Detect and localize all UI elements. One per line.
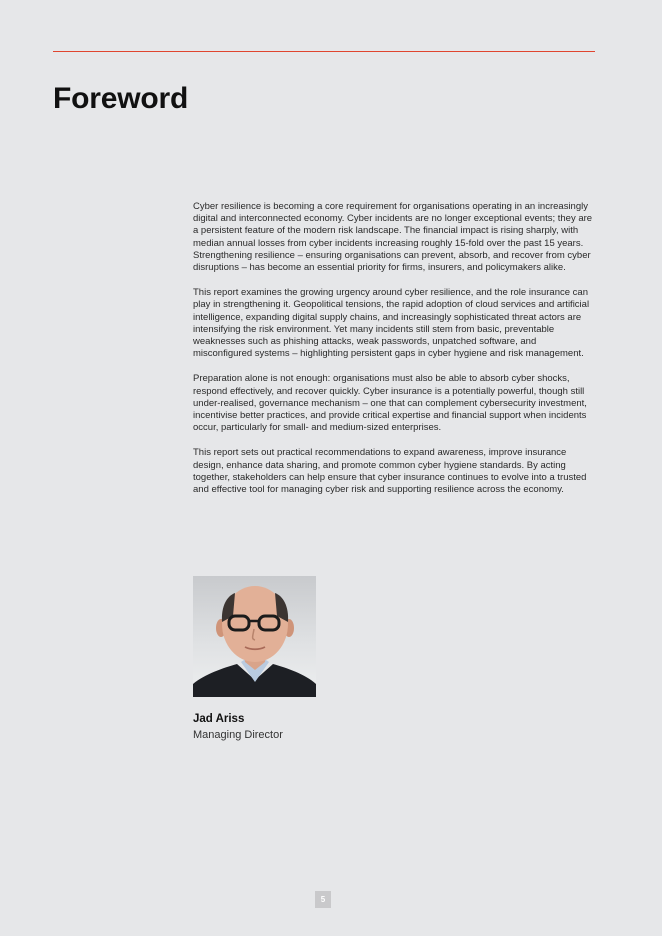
foreword-body <box>193 201 595 509</box>
signer-portrait <box>193 576 316 697</box>
signer-name: Jad Ariss <box>193 713 245 725</box>
body-paragraph: This report sets out practical recommendations to expand awareness, improve insurance design, enhance data sharing, and promote common cyber hygiene standards. By acting together, stakeholders can help ensure that cyber insurance continues to evolve into a trusted and effective tool for managing cyber risk and supporting resilience across the economy. <box>193 447 587 496</box>
page-number: 5 <box>315 891 331 908</box>
body-paragraph: Preparation alone is not enough: organisations must also be able to absorb cyber shocks, respond effectively, and recover quickly. Cyber insurance is a potentially powerful, though still under-realised, governance mechanism – one that can complement cybersecurity investment, incentivise better practices, and provide critical expertise and financial support when incidents occur, particularly for small- and medium-sized enterprises. <box>193 373 587 434</box>
signer-role: Managing Director <box>193 729 283 741</box>
body-paragraph: This report examines the growing urgency around cyber resilience, and the role insurance can play in strengthening it. Geopolitical tensions, the rapid adoption of cloud services and artificial intelligence, expanding digital supply chains, and increasingly sophisticated threat actors are intensifying the risk environment. Yet many incidents still stem from basic, preventable weaknesses such as phishing attacks, weak passwords, unpatched software, and misconfigured systems – highlighting persistent gaps in cyber hygiene and risk management. <box>193 287 590 360</box>
portrait-illustration <box>193 576 316 697</box>
page-title: Foreword <box>53 82 189 115</box>
header-divider <box>53 51 595 52</box>
body-paragraph: Cyber resilience is becoming a core requirement for organisations operating in an increasingly digital and interconnected economy. Cyber incidents are no longer exceptional events; they are a persistent feature of the modern risk landscape. The financial impact is rising sharply, with median annual losses from cyber incidents increasing roughly 15-fold over the past 15 years. Strengthening resilience – ensuring organisations can prevent, absorb, and recover from cyber disruptions – has become an essential priority for firms, insurers, and policymakers alike. <box>193 201 593 274</box>
